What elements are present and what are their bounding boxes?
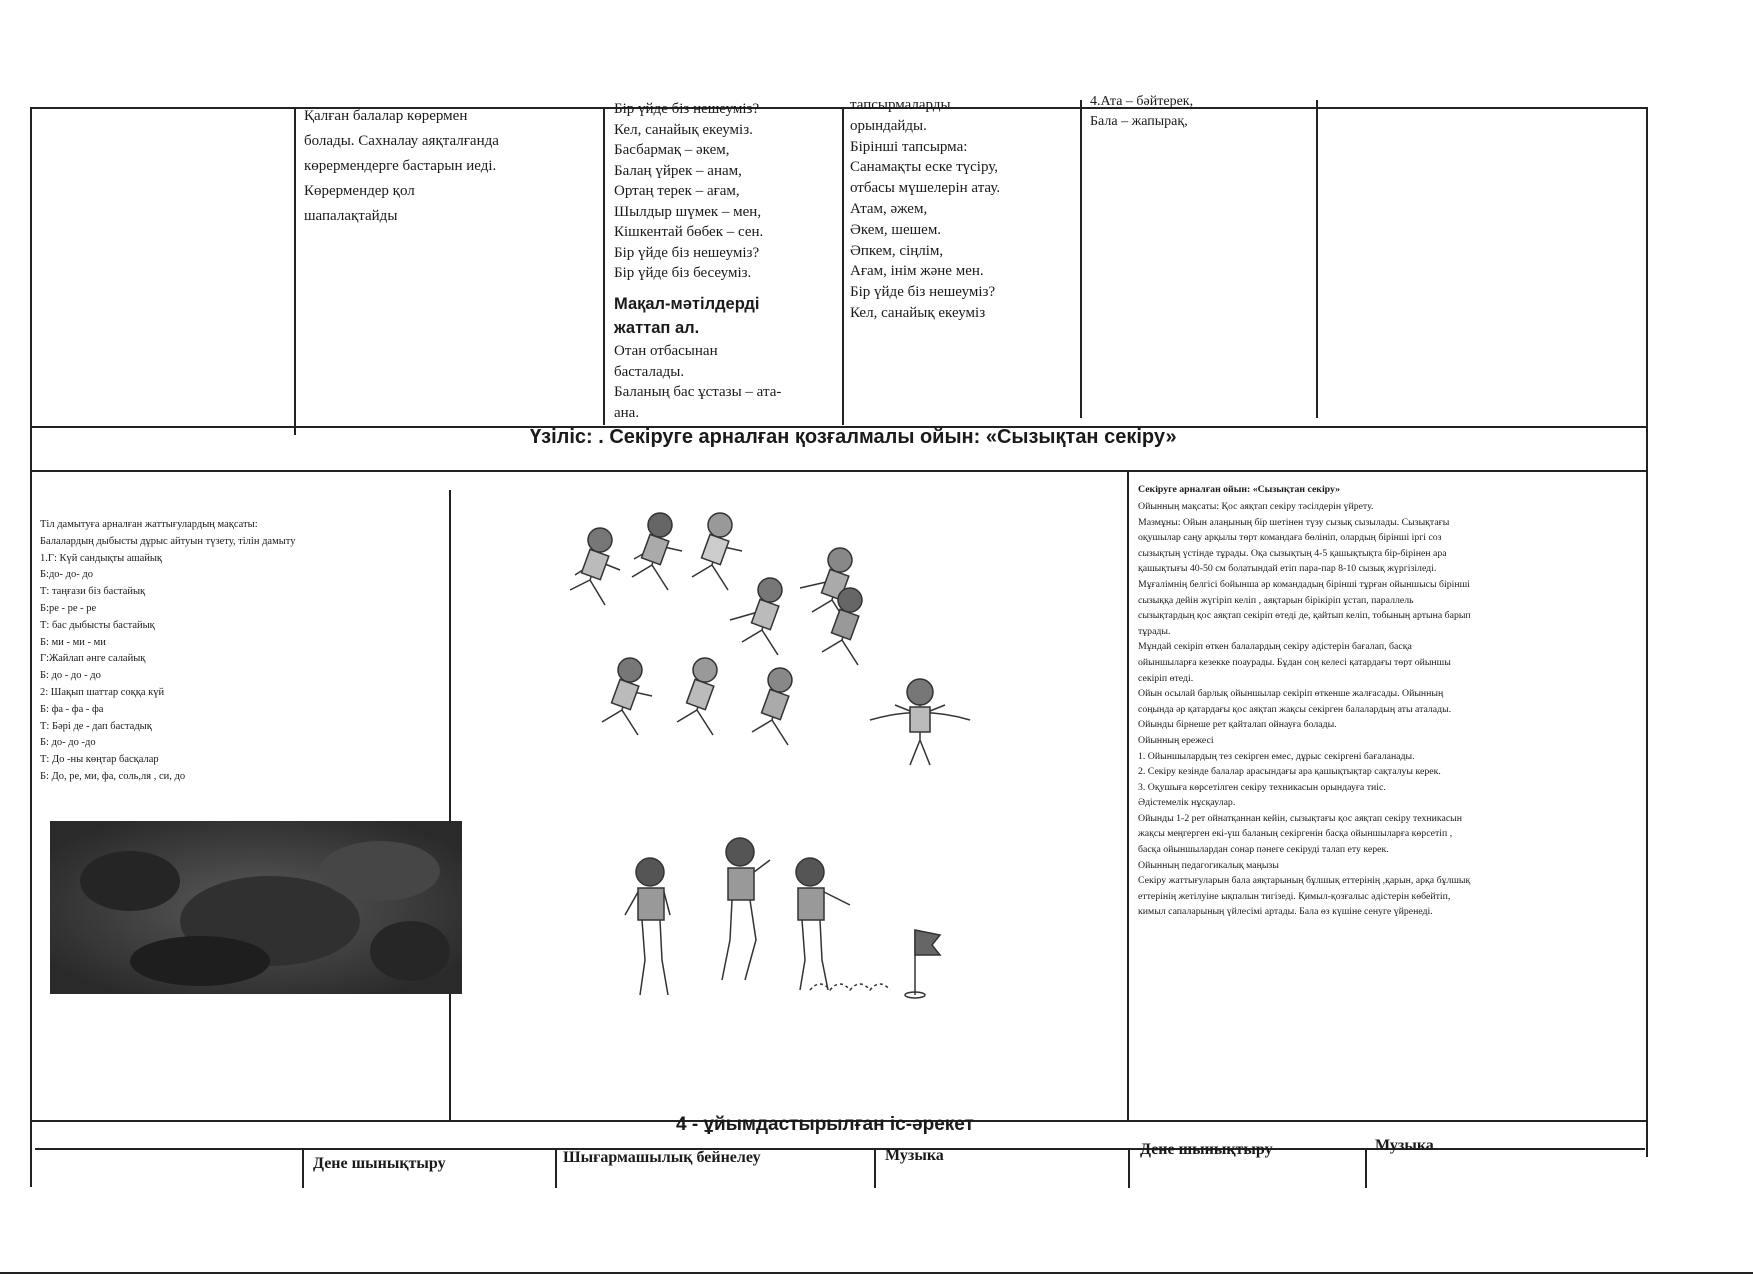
col-divider (1080, 100, 1082, 418)
table-top-border (30, 107, 1648, 109)
col-divider (555, 1148, 557, 1188)
speech-exercise-text: Тіл дамытуға арналған жаттығулардың мақсаты: Балалардың дыбысты дұрыс айтуын түзету, тілін дамыту 1.Г: Күй сандықты ашайық Б:до- до- до Т: таңғази біз бастайық Б:ре - ре - ре Т: бас дыбысты бастайық Б: ми - ми - ми Г:Жайлап әнге салайық Б: до - до - до 2: Шақып шаттар соққа күй Б: фа - фа - фа Т: Бәрі де - дап бастадық Б: до- до -до Т: До -ны көңтар басқалар Б: До, ре, ми, фа, соль,ля , си, до (40, 519, 296, 782)
top-row-col5-text: 4.Ата – бәйтерек, Бала – жапырақ, (1090, 94, 1194, 129)
col-divider (842, 107, 844, 425)
top-row-col3-proverbs: Отан отбасынан басталады. Баланың бас ұстазы – ата- ана. (614, 343, 782, 421)
col-divider (1127, 470, 1129, 1120)
table-right-border (1646, 107, 1648, 1157)
col-divider (1365, 1148, 1367, 1188)
col-divider (1316, 100, 1318, 418)
row-divider (30, 470, 1646, 472)
break-heading: Үзіліс: . Секіруге арналған қозғалмалы ойын: «Сызықтан секіру» (530, 426, 1177, 448)
game-title: Секіруге арналған ойын: «Сызықтан секіру» (1138, 484, 1341, 495)
bottom-label-3: Музыка (885, 1147, 944, 1164)
top-row-col4-text: тапсырмаларды орындайды. Бірінші тапсырма: Санамақты еске түсіру, отбасы мүшелерін атау. Атам, әжем, Әкем, шешем. Әпкем, сіңлім, Ағам, інім және мен. Бір үйде біз нешеуміз? Кел, санайық екеуміз (850, 97, 1001, 321)
photo-texture (50, 821, 462, 994)
children-photo (50, 821, 462, 994)
col-divider (302, 1148, 304, 1188)
bottom-label-4: Дене шынықтыру (1140, 1141, 1273, 1158)
section4-heading: 4 - ұйымдастырылған іс-әрекет (676, 1114, 974, 1135)
bottom-label-2: Шығармашылық бейнелеу (563, 1149, 761, 1166)
col-divider (874, 1148, 876, 1188)
col-divider (1128, 1148, 1130, 1188)
game-description: Ойынның мақсаты: Қос аяқтап секіру тәсілдерін үйрету. Мазмұны: Ойын алаңының бір шетінен түзу сызық сызылады. Сызықтағы оқушылар саңу арқылы төрт командаға бөлініп, олардың бірінші іргі соз сызықтың үстінде тұрады. Оқа сызықтың 4-5 қашықтықта бір-бірінен ара қашықтығы 40-50 см болатындай етіп пара-пар 8-10 сызық жүргізіледі. Мұғалімнің белгісі бойынша әр командадың бірінші тұрған ойыншысы бірінші сызыққа дейін жүгіріп келіп , аяқтарын бірікіріп ұстап, параллель сызықтардың қос аяқтап секіріп өтеді де, қайтып келіп, тобының артына барып тұрады. Мұндай секіріп өткен балалардың секіру әдістерін бағалап, басқа ойыншыларға кезекке поаурады. Бұдан соң келесі қатардағы төрт ойыншы секіріп өтеді. Ойын осылай барлық ойыншылар секіріп өткенше жалғасады. Ойынның соңында әр қатардағы қос аяқтап жақсы секірген балалардың аты аталады. Ойынды бірнеше рет қайталап ойнауға болады. Ойынның ережесі 1. Ойыншылардың тез секірген емес, дұрыс секіргені бағаланады. 2. Секіру кезінде балалар арасындағы ара қашықтықтар сақталуы керек. 3. Оқушыға көрсетілген секіру техникасын орындауға тиіс. Әдістемелік нұсқаулар. Ойынды 1-2 рет ойнатқаннан кейін, сызықтағы қос аяқтап секіру техникасын жақсы меңгерген екі-үш баланың секіргенін басқа ойыншыларға көрсетіп , басқа ойыншылардан сонар пәнеге секіруді талап ету керек. Ойынның педагогикалық маңызы Секіру жаттығуларын бала аяқтарының бұлшық еттерінің ,қарын, арқа бұлшық еттерінің жетілуіне ықпалын тигізеді. Қимыл-қозғалыс әдістерін көбейтіп, кимыл сапаларының үйлесімі артады. Бала өз күшіне сенуге үйренеді. (1138, 501, 1471, 918)
running-children-group (570, 513, 970, 765)
flag-icon (905, 930, 940, 998)
table-left-border (30, 107, 32, 1187)
standing-jump-children-group (625, 838, 940, 998)
col-divider (294, 107, 296, 435)
col-divider (603, 107, 605, 425)
top-row-col2-text: Қалған балалар көрермен болады. Сахналау аяқталғанда көрермендерге бастарын иеді. Көрермендер қол шапалақтайды (304, 108, 499, 224)
col-divider (449, 490, 451, 1120)
top-row-col3-text: Бір үйде біз нешеуміз? Кел, санайық екеуміз. Басбармақ – әкем, Балаң үйрек – анам, Ортаң терек – ағам, Шылдыр шүмек – мен, Кішкентай бөбек – сен. Бір үйде біз нешеуміз? Бір үйде біз бесеуміз. (614, 101, 764, 281)
jumping-children-illustration (520, 490, 1120, 1110)
top-row-col3-heading: Мақал-мәтілдерді жаттап ал. (614, 295, 760, 337)
bottom-label-1: Дене шынықтыру (313, 1155, 446, 1172)
bottom-label-5: Музыка (1375, 1137, 1434, 1154)
